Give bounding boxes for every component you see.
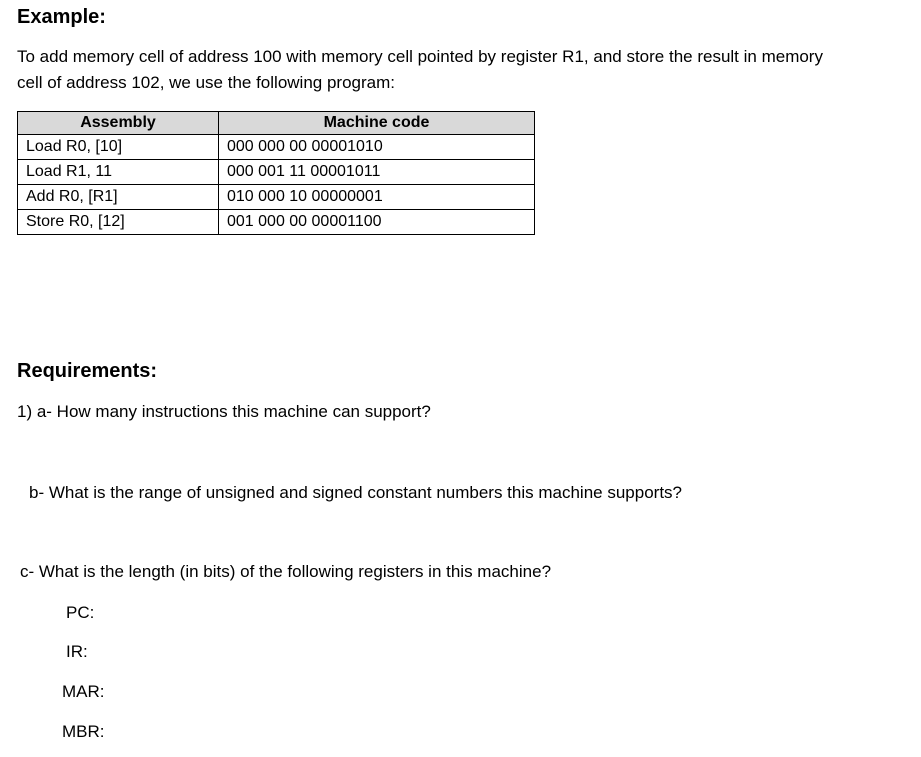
machine-code-cell: 000 001 11 00001011 [219,160,535,185]
register-mbr-label: MBR: [62,722,105,741]
column-header-machine-code: Machine code [219,112,535,135]
table-row [18,135,535,160]
table-header-row [18,112,535,135]
table-row [18,185,535,210]
assembly-cell: Store R0, [12] [18,210,219,235]
question-1c: c- What is the length (in bits) of the following registers in this machine? [20,562,552,581]
assembly-cell: Add R0, [R1] [18,185,219,210]
assembly-cell: Load R1, 11 [18,160,219,185]
question-1b: b- What is the range of unsigned and signed constant numbers this machine supports? [29,483,682,502]
register-mar-label: MAR: [62,682,105,701]
column-header-assembly: Assembly [18,112,219,135]
program-table [17,111,535,235]
question-1a: 1) a- How many instructions this machine can support? [17,402,431,421]
assembly-cell: Load R0, [10] [18,135,219,160]
table-row [18,210,535,235]
intro-line-2: cell of address 102, we use the following program: [17,73,395,92]
machine-code-cell: 000 000 00 00001010 [219,135,535,160]
table-row [18,160,535,185]
register-pc-label: PC: [66,603,95,622]
requirements-heading: Requirements: [17,360,158,382]
machine-code-cell: 010 000 10 00000001 [219,185,535,210]
machine-code-cell: 001 000 00 00001100 [219,210,535,235]
register-ir-label: IR: [66,642,88,661]
intro-line-1: To add memory cell of address 100 with memory cell pointed by register R1, and store the result in memory [17,47,823,66]
example-heading: Example: [17,6,106,28]
